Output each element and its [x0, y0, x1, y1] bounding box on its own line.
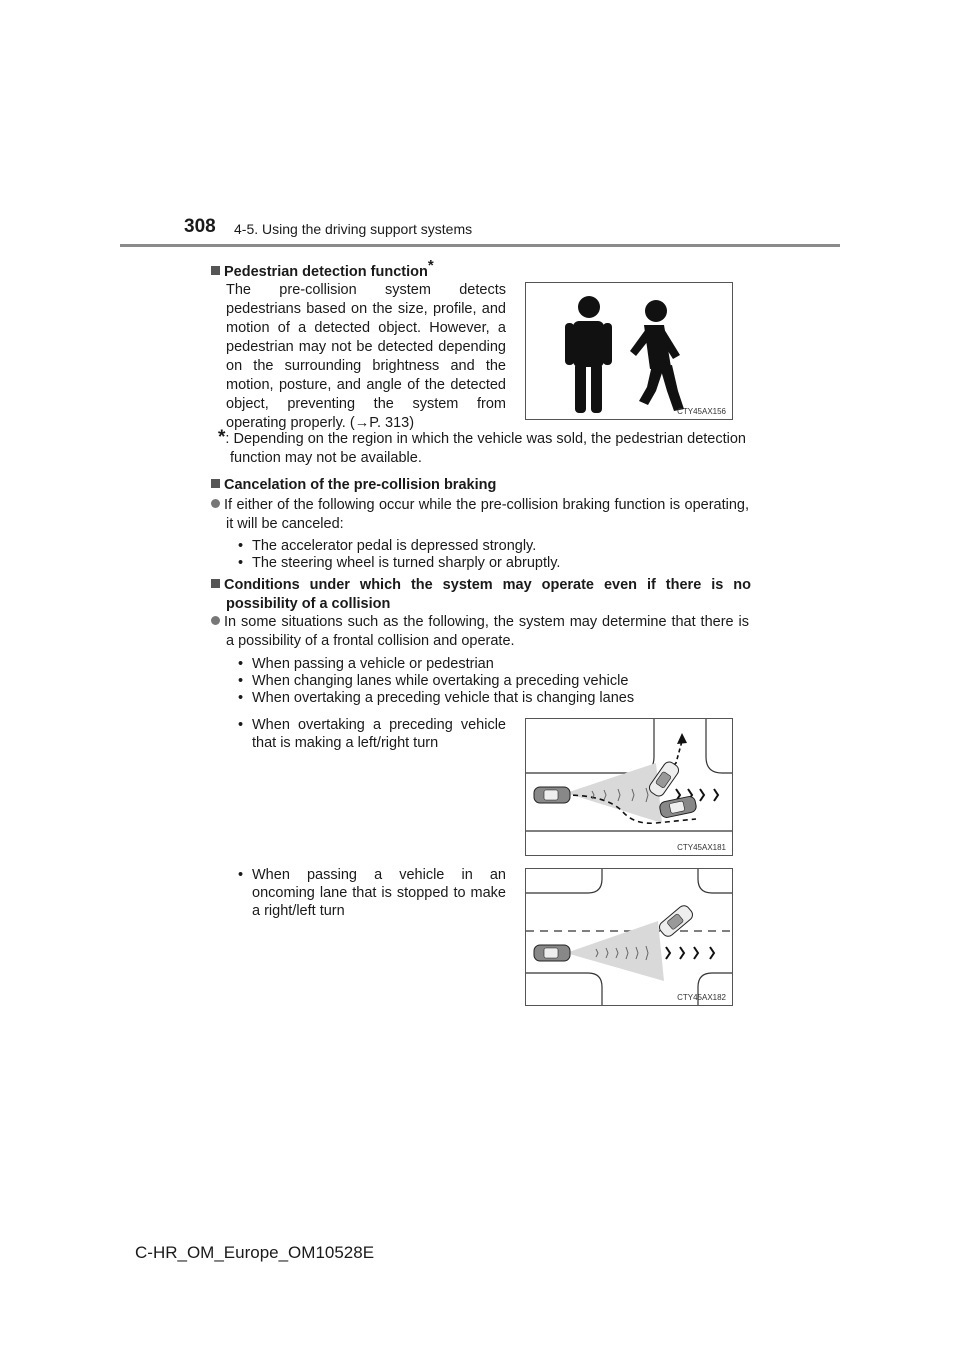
round-bullet-icon: [211, 499, 220, 508]
footnote: *: Depending on the region in which the vehicle was sold, the pedestrian detection function may not be available.: [218, 427, 746, 466]
header-rule: [120, 244, 840, 247]
cancelation-heading: Cancelation of the pre-collision braking: [211, 476, 771, 495]
pedestrian-heading: Pedestrian detection function*: [211, 256, 771, 282]
own-car-icon: [534, 787, 570, 803]
document-id: C-HR_OM_Europe_OM10528E: [135, 1243, 375, 1262]
walking-person-icon: [630, 300, 684, 411]
cancelation-bullet: If either of the following occur while the pre-collision braking function is operating, it will be canceled:: [211, 496, 749, 534]
list-item: • When passing a vehicle or pedestrian: [234, 656, 754, 673]
list-item: • When overtaking a preceding vehicle that is changing lanes: [234, 690, 754, 707]
square-bullet-icon: [211, 479, 220, 488]
list-item: • When passing a vehicle in an oncoming lane that is stopped to make a right/left turn: [234, 866, 506, 920]
cancelation-list: [234, 538, 754, 572]
list-item: • The steering wheel is turned sharply or abruptly.: [234, 555, 754, 572]
own-car-icon: [534, 945, 570, 961]
oncoming-car-icon: [657, 903, 695, 938]
standing-person-icon: [565, 296, 612, 413]
conditions-heading: Conditions under which the system may operate even if there is no possibility of a collision: [211, 576, 751, 614]
turn-item-list: [234, 716, 506, 752]
oncoming-item-list: [234, 866, 506, 920]
asterisk-mark: *: [427, 257, 434, 274]
list-item: • When changing lanes while overtaking a preceding vehicle: [234, 673, 754, 690]
figure-code: CTY45AX181: [677, 843, 726, 852]
figure-code: CTY45AX156: [677, 407, 726, 416]
preceding-car-icon: [659, 795, 698, 818]
pedestrian-body: The pre-collision system detects pedestrians based on the size, profile, and motion of a detected object. However, a pedestrian may not be detected depending on the surrounding brightness and the motion, posture, and angle of the detected object, preventing the system from operating properly. (→P. 313): [226, 282, 506, 431]
pedestrian-illustration: [526, 283, 732, 419]
figure-code: CTY45AX182: [677, 993, 726, 1002]
pedestrian-figure: [525, 282, 733, 420]
list-item: • The accelerator pedal is depressed strongly.: [234, 538, 754, 555]
turn-figure: [525, 718, 733, 856]
conditions-list: [234, 656, 754, 707]
oncoming-figure: [525, 868, 733, 1006]
footnote-asterisk: *: [218, 427, 226, 448]
round-bullet-icon: [211, 616, 220, 625]
section-title: 4-5. Using the driving support systems: [234, 221, 473, 237]
square-bullet-icon: [211, 579, 220, 588]
conditions-bullet: In some situations such as the following, the system may determine that there is a possibility of a frontal collision and operate.: [211, 613, 749, 651]
list-item: • When overtaking a preceding vehicle that is making a left/right turn: [234, 716, 506, 752]
square-bullet-icon: [211, 266, 220, 275]
page-number: 308: [184, 216, 216, 237]
oncoming-illustration: [526, 869, 732, 1005]
turn-illustration: [526, 719, 732, 855]
